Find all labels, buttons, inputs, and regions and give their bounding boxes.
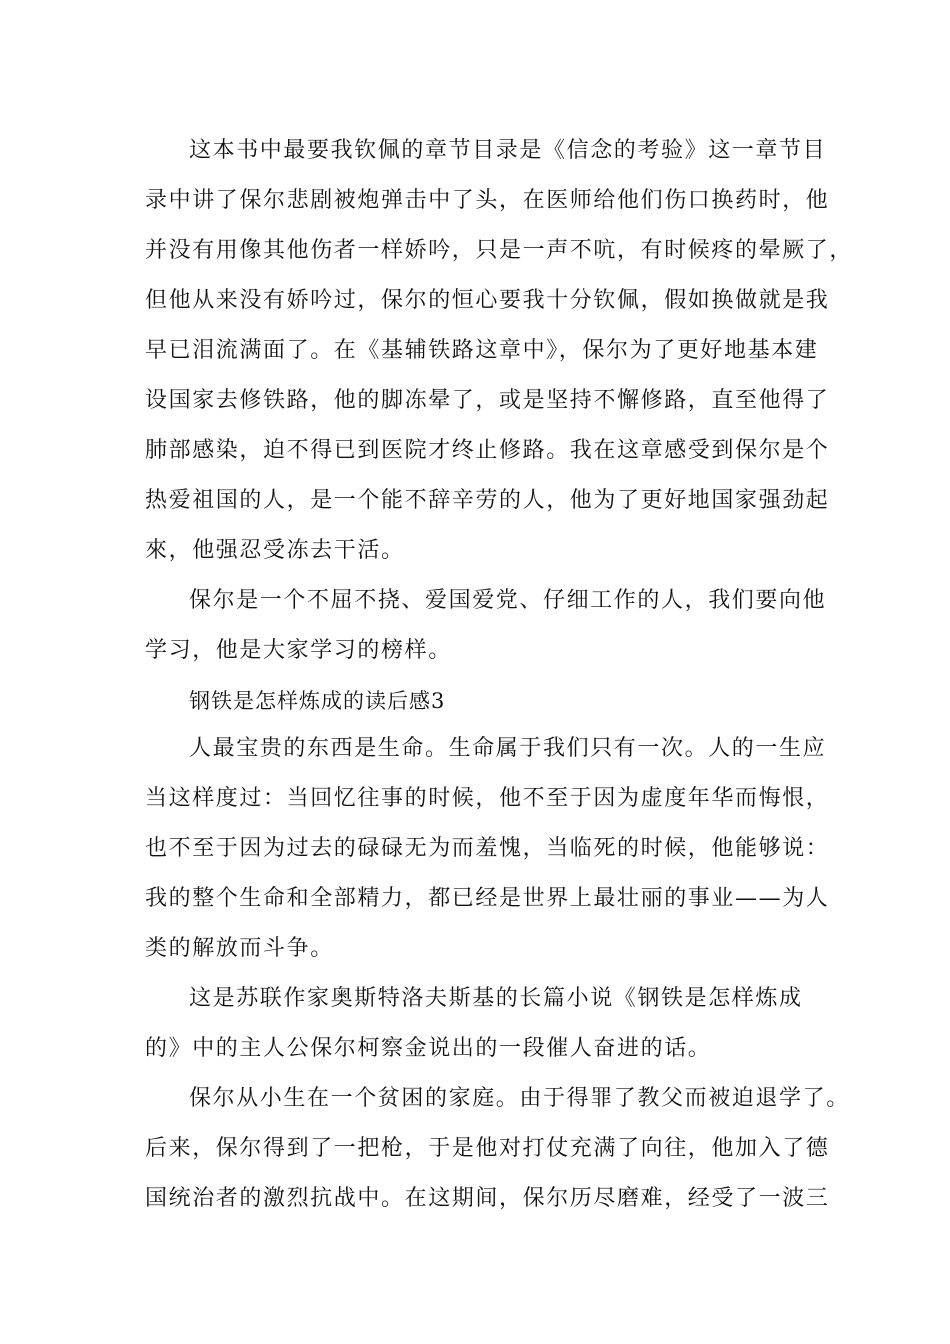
paragraph-3-line-3: 也不至于因为过去的碌碌无为而羞愧，当临死的时候，他能够说： (145, 836, 830, 861)
paragraph-1-line-7: 肺部感染，迫不得已到医院才终止修路。我在这章感受到保尔是个 (145, 438, 830, 463)
paragraph-3-line-4: 我的整个生命和全部精力，都已经是世界上最壮丽的事业——为人 (145, 886, 830, 911)
paragraph-1-line-2: 录中讲了保尔悲剧被炮弹击中了头，在医师给他们伤口换药时，他 (145, 188, 830, 213)
paragraph-1-line-4: 但他从来没有娇吟过，保尔的恒心要我十分钦佩，假如换做就是我 (145, 288, 830, 313)
paragraph-1-line-8: 热爱祖国的人，是一个能不辞辛劳的人，他为了更好地国家强劲起 (145, 488, 830, 513)
paragraph-2-line-2: 学习，他是大家学习的榜样。 (145, 638, 452, 663)
paragraph-4-line-1: 这是苏联作家奥斯特洛夫斯基的长篇小说《钢铁是怎样炼成 (189, 986, 803, 1011)
section-heading: 钢铁是怎样炼成的读后感3 (189, 689, 446, 713)
paragraph-1-line-6: 设国家去修铁路，他的脚冻晕了，或是坚持不懈修路，直至他得了 (145, 388, 830, 413)
paragraph-1-line-9: 來，他强忍受冻去干活。 (145, 538, 405, 563)
paragraph-4-line-2: 的》中的主人公保尔柯察金说出的一段催人奋进的话。 (145, 1036, 712, 1061)
paragraph-5-line-2: 后来，保尔得到了一把枪，于是他对打仗充满了向往，他加入了德 (145, 1136, 830, 1161)
paragraph-3-line-1: 人最宝贵的东西是生命。生命属于我们只有一次。人的一生应 (189, 736, 827, 761)
paragraph-2-line-1: 保尔是一个不屈不挠、爱国爱党、仔细工作的人，我们要向他 (189, 588, 827, 613)
paragraph-1-line-1: 这本书中最要我钦佩的章节目录是《信念的考验》这一章节目 (189, 138, 827, 163)
paragraph-1-line-3: 并没有用像其他伤者一样娇吟，只是一声不吭，有时候疼的晕厥了， (145, 238, 854, 263)
paragraph-3-line-2: 当这样度过：当回忆往事的时候，他不至于因为虚度年华而悔恨， (145, 786, 830, 811)
paragraph-5-line-3: 国统治者的激烈抗战中。在这期间，保尔历尽磨难，经受了一波三 (145, 1186, 830, 1211)
paragraph-3-line-5: 类的解放而斗争。 (145, 936, 334, 961)
paragraph-5-line-1: 保尔从小生在一个贫困的家庭。由于得罪了教父而被迫退学了。 (189, 1086, 850, 1111)
paragraph-1-line-5: 早已泪流满面了。在《基辅铁路这章中》，保尔为了更好地基本建 (145, 338, 819, 363)
